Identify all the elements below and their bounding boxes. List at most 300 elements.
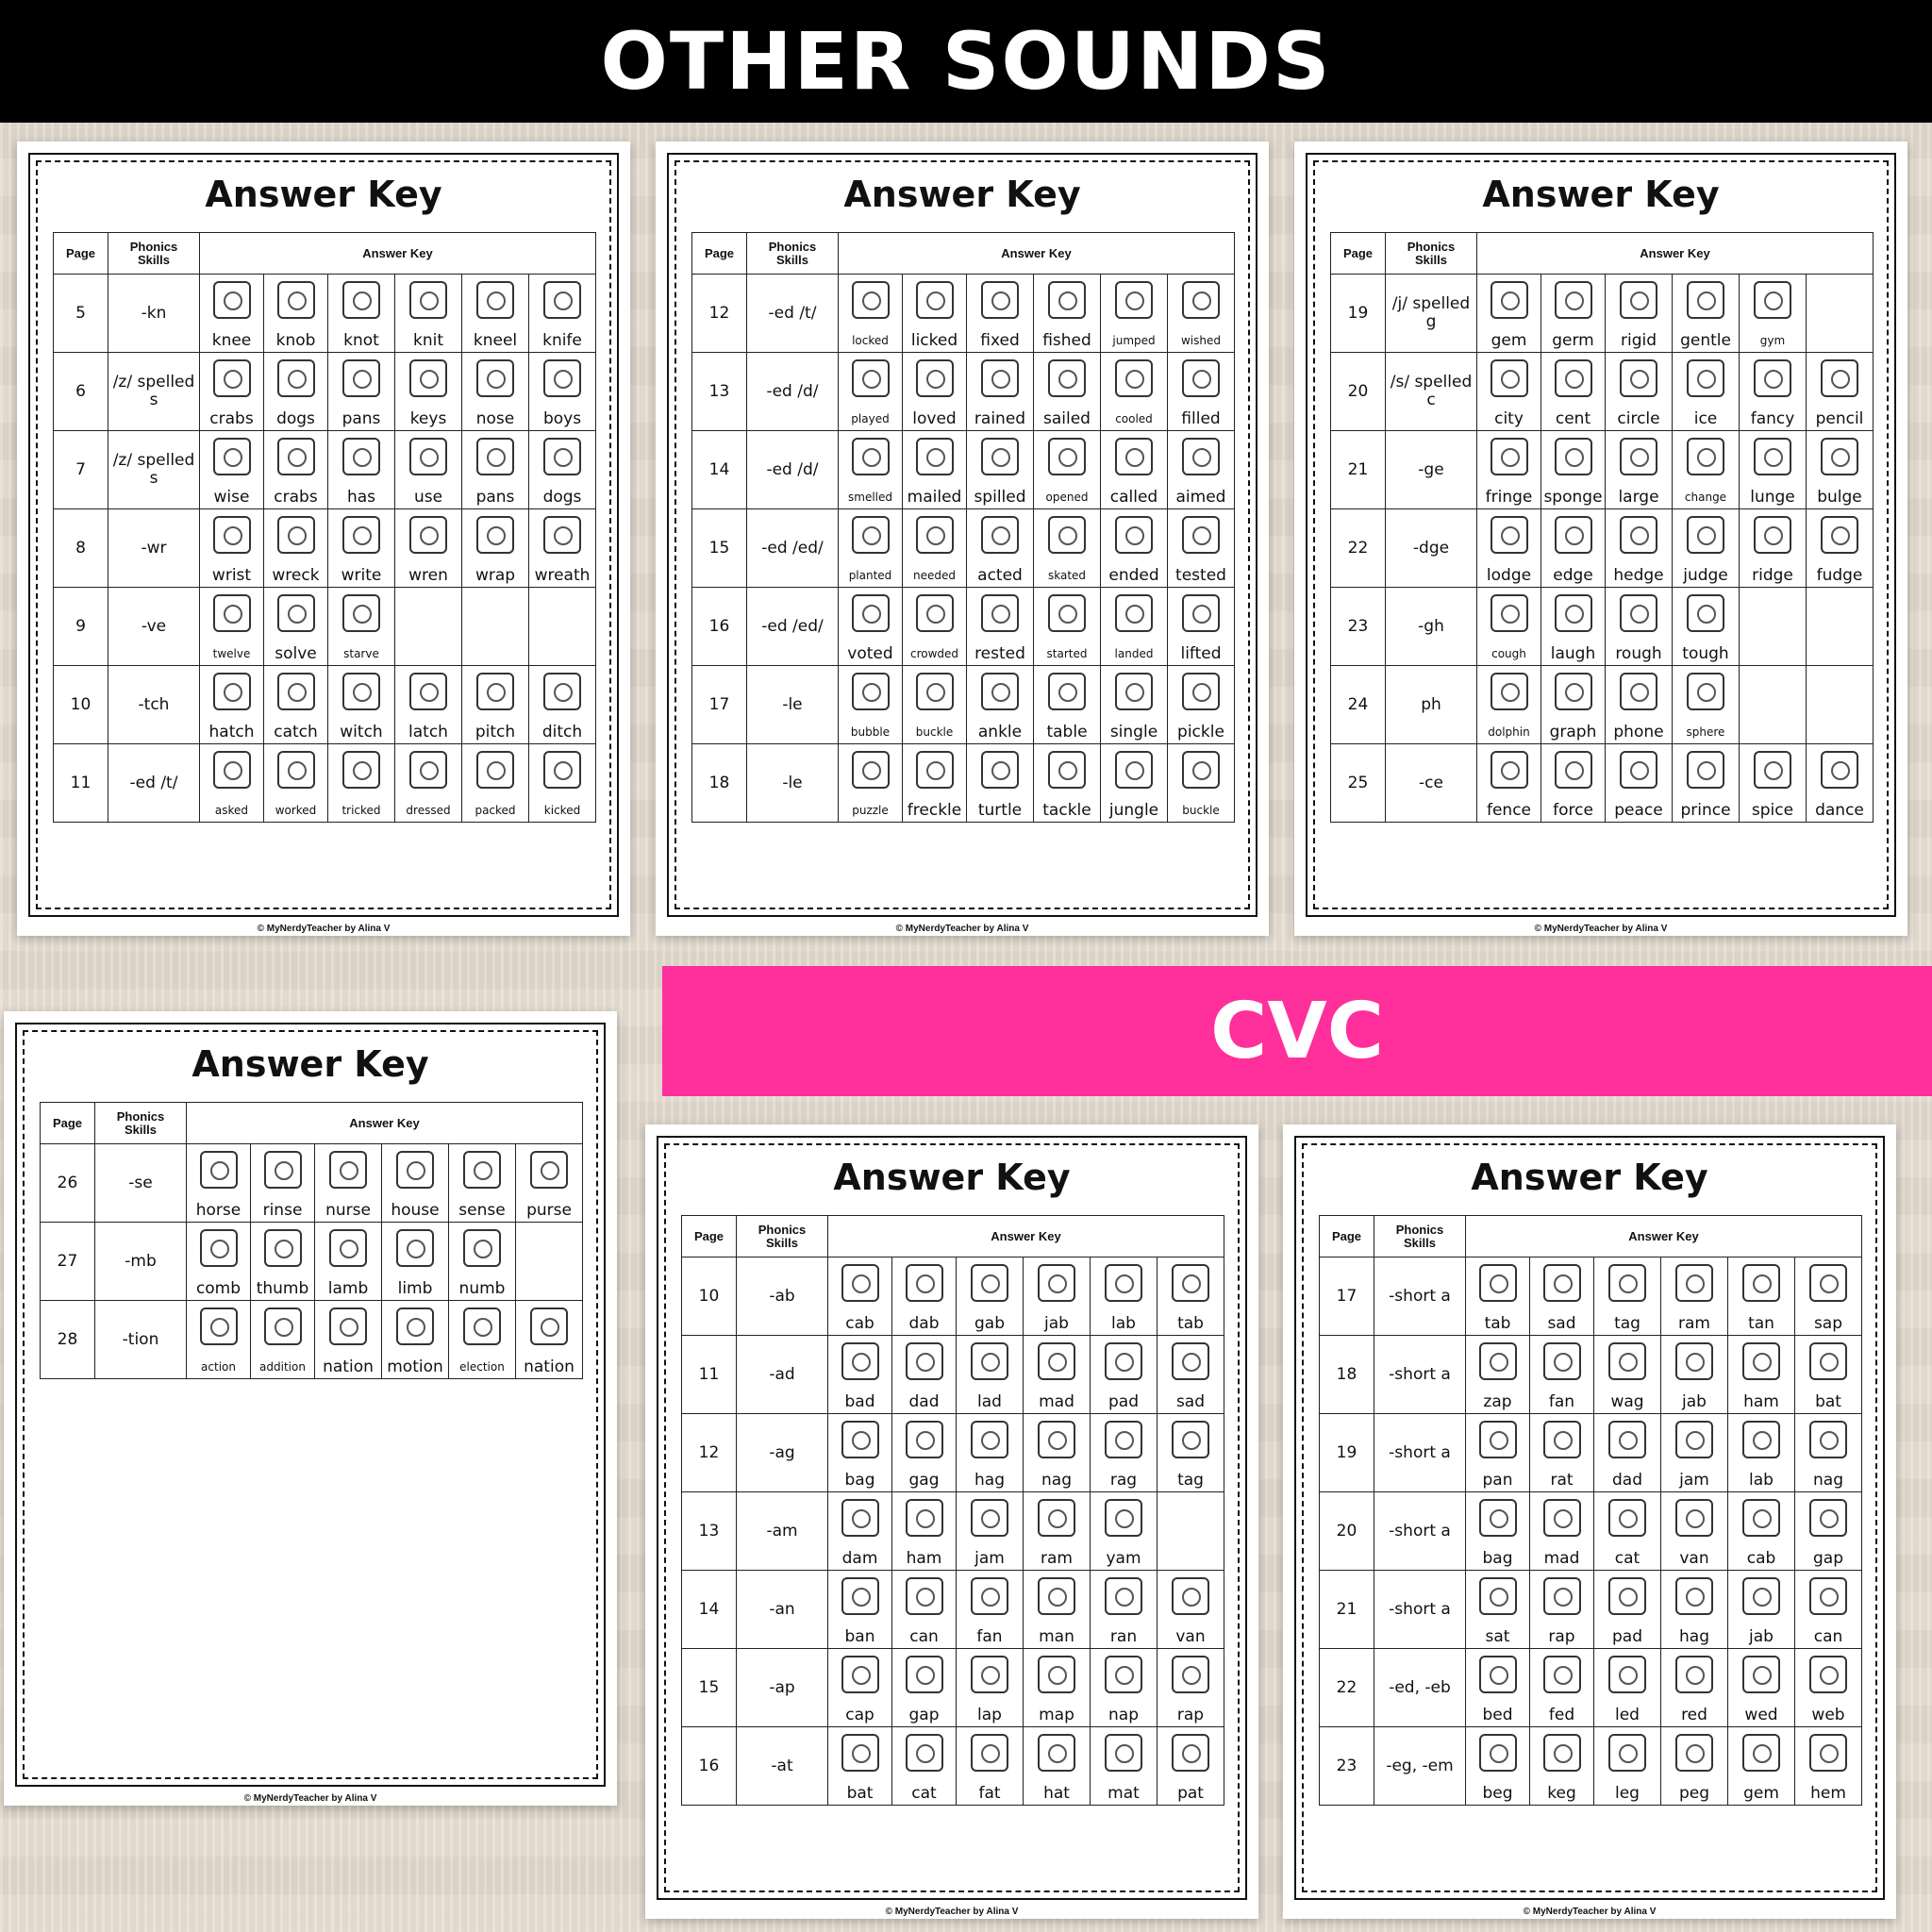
skills-header-line2: Skills — [125, 1122, 157, 1137]
answer-word: fed — [1530, 1704, 1594, 1727]
answer-word: bat — [1795, 1391, 1862, 1414]
picture-icon — [1115, 594, 1153, 632]
picture-cell — [264, 588, 328, 643]
answer-word: judge — [1673, 564, 1740, 588]
picture-cell — [1168, 431, 1235, 487]
picture-icon — [1172, 1421, 1209, 1458]
skills-header-line2: Skills — [776, 252, 808, 267]
picture-cell — [1168, 509, 1235, 565]
answer-word: puzzle — [839, 799, 903, 823]
picture-cell — [903, 275, 967, 330]
picture-icon — [1687, 594, 1724, 632]
skills-header — [95, 1103, 187, 1144]
page-number: 20 — [1331, 353, 1386, 431]
answer-word: cap — [828, 1704, 892, 1727]
picture-icon — [1809, 1734, 1847, 1772]
picture-cell — [1606, 275, 1673, 330]
phonics-skill: -mb — [95, 1223, 187, 1301]
skills-header — [747, 233, 839, 275]
picture-cell — [1158, 1571, 1224, 1626]
picture-cell — [462, 509, 529, 565]
answer-word: hem — [1795, 1782, 1862, 1806]
picture-icon — [1105, 1734, 1142, 1772]
answer-word: mailed — [903, 486, 967, 509]
picture-cell — [1466, 1571, 1530, 1626]
picture-icon — [852, 594, 890, 632]
answer-word: sat — [1466, 1625, 1530, 1649]
picture-icon — [906, 1499, 943, 1537]
answer-word: wag — [1594, 1391, 1661, 1414]
answer-word: can — [1795, 1625, 1862, 1649]
picture-icon — [1491, 594, 1528, 632]
phonics-skill: -dge — [1386, 509, 1477, 588]
picture-icon — [1754, 281, 1791, 319]
picture-cell — [1606, 431, 1673, 487]
answer-word: lap — [957, 1704, 1024, 1727]
answer-word: fan — [1530, 1391, 1594, 1414]
picture-cell — [1477, 275, 1541, 330]
answer-word: lodge — [1477, 564, 1541, 588]
sheet-footer: © MyNerdyTeacher by Alina V — [243, 1793, 377, 1804]
picture-cell — [1530, 1257, 1594, 1313]
picture-cell — [187, 1223, 251, 1278]
answer-word: van — [1661, 1547, 1728, 1571]
picture-icon — [981, 594, 1019, 632]
answer-word: city — [1477, 408, 1541, 431]
picture-cell — [1661, 1492, 1728, 1548]
answer-word: buckle — [903, 721, 967, 744]
answer-word: wrap — [462, 564, 529, 588]
answer-word: licked — [903, 329, 967, 353]
page-number: 11 — [54, 744, 108, 823]
answer-word: germ — [1541, 329, 1606, 353]
picture-cell — [1661, 1336, 1728, 1391]
answer-word: turtle — [967, 799, 1034, 823]
answer-word — [1807, 721, 1874, 744]
picture-cell — [516, 1144, 583, 1200]
table-row — [1320, 1727, 1862, 1783]
picture-icon — [543, 438, 581, 475]
picture-cell — [1477, 353, 1541, 408]
picture-cell — [828, 1649, 892, 1705]
answer-word: ankle — [967, 721, 1034, 744]
answer-word: sailed — [1034, 408, 1101, 431]
answer-header: Answer Key — [839, 233, 1235, 275]
answer-word: rap — [1530, 1625, 1594, 1649]
picture-icon — [1620, 673, 1657, 710]
picture-icon — [1675, 1499, 1713, 1537]
answer-word: wreath — [529, 564, 596, 588]
phonics-skill: -ed /t/ — [747, 275, 839, 353]
answer-word — [395, 642, 462, 666]
picture-icon — [916, 673, 954, 710]
picture-cell — [1795, 1727, 1862, 1783]
picture-cell — [328, 666, 395, 722]
phonics-skill: -le — [747, 744, 839, 823]
answer-word: action — [187, 1356, 251, 1379]
page-number: 24 — [1331, 666, 1386, 744]
answer-word: knot — [328, 329, 395, 353]
picture-icon — [1555, 359, 1592, 397]
page-number: 11 — [682, 1336, 737, 1414]
picture-icon — [1620, 281, 1657, 319]
page-number: 22 — [1320, 1649, 1374, 1727]
picture-cell — [839, 509, 903, 565]
page-number: 25 — [1331, 744, 1386, 823]
answer-word: tag — [1158, 1469, 1224, 1492]
picture-cell — [1740, 744, 1807, 800]
picture-cell — [1740, 588, 1807, 643]
picture-cell — [1091, 1492, 1158, 1548]
picture-cell — [892, 1336, 957, 1391]
answer-word: rained — [967, 408, 1034, 431]
page-number: 23 — [1320, 1727, 1374, 1806]
answer-word: lamb — [315, 1277, 382, 1301]
answer-word: circle — [1606, 408, 1673, 431]
answer-word: kneel — [462, 329, 529, 353]
picture-cell — [462, 744, 529, 800]
picture-cell — [828, 1414, 892, 1470]
picture-icon — [981, 516, 1019, 554]
picture-icon — [1115, 751, 1153, 789]
picture-cell — [1594, 1649, 1661, 1705]
answer-header: Answer Key — [1477, 233, 1874, 275]
picture-icon — [200, 1151, 238, 1189]
picture-icon — [277, 438, 315, 475]
picture-cell — [1594, 1336, 1661, 1391]
picture-icon — [1675, 1264, 1713, 1302]
picture-icon — [1620, 751, 1657, 789]
picture-cell — [1466, 1649, 1530, 1705]
cvc-banner: CVC — [662, 966, 1932, 1096]
picture-cell — [395, 275, 462, 330]
picture-cell — [1168, 588, 1235, 643]
picture-cell — [1728, 1336, 1795, 1391]
answer-word: ran — [1091, 1625, 1158, 1649]
answer-word: rag — [1091, 1469, 1158, 1492]
page-number: 26 — [41, 1144, 95, 1223]
picture-cell — [395, 666, 462, 722]
picture-icon — [213, 516, 251, 554]
picture-cell — [1034, 431, 1101, 487]
answer-word: smelled — [839, 486, 903, 509]
phonics-skill: -short a — [1374, 1336, 1466, 1414]
picture-cell — [1024, 1257, 1091, 1313]
picture-cell — [1673, 666, 1740, 722]
picture-icon — [1105, 1342, 1142, 1380]
answer-word: solve — [264, 642, 328, 666]
picture-cell — [967, 275, 1034, 330]
sheet-title: Answer Key — [192, 1043, 429, 1085]
picture-cell — [957, 1649, 1024, 1705]
answer-word: bad — [828, 1391, 892, 1414]
picture-cell — [449, 1144, 516, 1200]
page-number: 16 — [692, 588, 747, 666]
picture-cell — [1740, 666, 1807, 722]
picture-cell — [529, 509, 596, 565]
answer-word: witch — [328, 721, 395, 744]
picture-cell — [200, 666, 264, 722]
answer-word: pencil — [1807, 408, 1874, 431]
picture-cell — [1541, 509, 1606, 565]
answer-word: gap — [1795, 1547, 1862, 1571]
answer-word: fished — [1034, 329, 1101, 353]
page-number: 12 — [692, 275, 747, 353]
picture-cell — [462, 275, 529, 330]
picture-cell — [1594, 1257, 1661, 1313]
answer-word: filled — [1168, 408, 1235, 431]
picture-cell — [839, 744, 903, 800]
phonics-skill: -eg, -em — [1374, 1727, 1466, 1806]
picture-cell — [1091, 1727, 1158, 1783]
picture-cell — [264, 666, 328, 722]
picture-cell — [529, 744, 596, 800]
answer-word: needed — [903, 564, 967, 588]
picture-cell — [903, 353, 967, 408]
page-number: 21 — [1331, 431, 1386, 509]
picture-icon — [329, 1229, 367, 1267]
answer-word: dab — [892, 1312, 957, 1336]
picture-icon — [1620, 594, 1657, 632]
picture-icon — [1182, 438, 1220, 475]
picture-cell — [1477, 431, 1541, 487]
page-header: Page — [1320, 1216, 1374, 1257]
picture-icon — [1182, 594, 1220, 632]
answer-word: mad — [1530, 1547, 1594, 1571]
picture-cell — [892, 1492, 957, 1548]
phonics-skill: -ap — [737, 1649, 828, 1727]
picture-cell — [967, 431, 1034, 487]
skills-header-line1: Phonics — [1395, 1222, 1444, 1237]
phonics-skill: -gh — [1386, 588, 1477, 666]
picture-cell — [1034, 588, 1101, 643]
answer-word — [1740, 642, 1807, 666]
picture-icon — [264, 1307, 302, 1345]
picture-cell — [1661, 1414, 1728, 1470]
picture-cell — [328, 275, 395, 330]
picture-cell — [839, 666, 903, 722]
picture-icon — [1038, 1342, 1075, 1380]
answer-word: bat — [828, 1782, 892, 1806]
picture-icon — [841, 1734, 879, 1772]
picture-icon — [971, 1342, 1008, 1380]
answer-word: tackle — [1034, 799, 1101, 823]
answer-key-sheet — [1283, 1124, 1896, 1919]
picture-cell — [529, 666, 596, 722]
picture-cell — [328, 353, 395, 408]
answer-word: pitch — [462, 721, 529, 744]
answer-word: graph — [1541, 721, 1606, 744]
picture-icon — [1821, 516, 1858, 554]
page-header: Page — [41, 1103, 95, 1144]
answer-word: phone — [1606, 721, 1673, 744]
picture-icon — [1182, 281, 1220, 319]
answer-word: sponge — [1541, 486, 1606, 509]
phonics-skill: -tion — [95, 1301, 187, 1379]
picture-icon — [1809, 1577, 1847, 1615]
page-number: 16 — [682, 1727, 737, 1806]
answer-word: hag — [957, 1469, 1024, 1492]
picture-icon — [852, 673, 890, 710]
answer-word: catch — [264, 721, 328, 744]
answer-word: wren — [395, 564, 462, 588]
answer-word: opened — [1034, 486, 1101, 509]
picture-icon — [1182, 751, 1220, 789]
table-row — [692, 509, 1235, 565]
picture-icon — [1038, 1734, 1075, 1772]
answer-word: wrist — [200, 564, 264, 588]
answer-word: latch — [395, 721, 462, 744]
picture-icon — [1754, 438, 1791, 475]
skills-header-line2: Skills — [1404, 1235, 1436, 1250]
answer-word — [1740, 721, 1807, 744]
picture-cell — [1673, 353, 1740, 408]
picture-icon — [543, 751, 581, 789]
phonics-skill: -short a — [1374, 1492, 1466, 1571]
picture-icon — [916, 438, 954, 475]
picture-icon — [841, 1264, 879, 1302]
answer-word: jam — [1661, 1469, 1728, 1492]
picture-cell — [839, 275, 903, 330]
picture-cell — [1541, 431, 1606, 487]
sheet-title: Answer Key — [205, 174, 442, 215]
picture-cell — [1101, 509, 1168, 565]
picture-cell — [1168, 666, 1235, 722]
picture-icon — [1115, 673, 1153, 710]
answer-key-sheet — [17, 142, 630, 936]
picture-icon — [1479, 1342, 1517, 1380]
answer-word: pat — [1158, 1782, 1224, 1806]
picture-cell — [382, 1144, 449, 1200]
picture-icon — [1620, 438, 1657, 475]
picture-icon — [1620, 516, 1657, 554]
answer-word: crowded — [903, 642, 967, 666]
picture-icon — [1543, 1421, 1581, 1458]
picture-cell — [1606, 744, 1673, 800]
answer-word: laugh — [1541, 642, 1606, 666]
answer-word: tag — [1594, 1312, 1661, 1336]
picture-icon — [1687, 751, 1724, 789]
picture-icon — [1675, 1656, 1713, 1693]
picture-cell — [892, 1649, 957, 1705]
picture-icon — [1105, 1656, 1142, 1693]
picture-icon — [1491, 516, 1528, 554]
picture-icon — [1687, 359, 1724, 397]
answer-word: wreck — [264, 564, 328, 588]
picture-cell — [1795, 1649, 1862, 1705]
picture-cell — [1034, 666, 1101, 722]
picture-cell — [1728, 1727, 1795, 1783]
picture-cell — [1101, 666, 1168, 722]
answer-word: write — [328, 564, 395, 588]
picture-icon — [1555, 751, 1592, 789]
picture-cell — [828, 1336, 892, 1391]
picture-icon — [342, 281, 380, 319]
picture-icon — [1543, 1499, 1581, 1537]
picture-icon — [906, 1264, 943, 1302]
page-number: 23 — [1331, 588, 1386, 666]
picture-icon — [1105, 1421, 1142, 1458]
answer-word: has — [328, 486, 395, 509]
picture-cell — [1728, 1257, 1795, 1313]
answer-word: peace — [1606, 799, 1673, 823]
table-row — [41, 1301, 583, 1357]
picture-icon — [852, 281, 890, 319]
picture-cell — [1606, 509, 1673, 565]
picture-cell — [1594, 1492, 1661, 1548]
picture-icon — [1742, 1421, 1780, 1458]
picture-cell — [1034, 275, 1101, 330]
picture-cell — [828, 1571, 892, 1626]
picture-icon — [981, 281, 1019, 319]
answer-word: map — [1024, 1704, 1091, 1727]
picture-icon — [213, 594, 251, 632]
answer-header: Answer Key — [187, 1103, 583, 1144]
picture-cell — [315, 1301, 382, 1357]
picture-icon — [1555, 594, 1592, 632]
picture-cell — [1024, 1414, 1091, 1470]
picture-icon — [981, 751, 1019, 789]
picture-icon — [1543, 1734, 1581, 1772]
picture-icon — [1608, 1577, 1646, 1615]
answer-word: pan — [1466, 1469, 1530, 1492]
answer-word: edge — [1541, 564, 1606, 588]
picture-cell — [395, 431, 462, 487]
picture-cell — [892, 1571, 957, 1626]
answer-word: called — [1101, 486, 1168, 509]
picture-cell — [1034, 353, 1101, 408]
picture-icon — [1809, 1499, 1847, 1537]
answer-word: fancy — [1740, 408, 1807, 431]
picture-cell — [1594, 1414, 1661, 1470]
answer-word: starve — [328, 642, 395, 666]
answer-word: sap — [1795, 1312, 1862, 1336]
picture-icon — [476, 751, 514, 789]
picture-icon — [1038, 1499, 1075, 1537]
answer-word: single — [1101, 721, 1168, 744]
picture-icon — [1608, 1421, 1646, 1458]
picture-cell — [1795, 1257, 1862, 1313]
picture-icon — [277, 516, 315, 554]
picture-icon — [342, 516, 380, 554]
picture-icon — [543, 516, 581, 554]
answer-word: gem — [1728, 1782, 1795, 1806]
picture-cell — [1673, 431, 1740, 487]
picture-icon — [1809, 1421, 1847, 1458]
picture-icon — [1687, 438, 1724, 475]
picture-cell — [1606, 353, 1673, 408]
picture-icon — [981, 359, 1019, 397]
picture-icon — [841, 1656, 879, 1693]
picture-cell — [529, 431, 596, 487]
picture-cell — [1024, 1571, 1091, 1626]
picture-icon — [329, 1307, 367, 1345]
phonics-skill: -ab — [737, 1257, 828, 1336]
answer-word: aimed — [1168, 486, 1235, 509]
picture-cell — [1024, 1727, 1091, 1783]
table-row — [692, 588, 1235, 643]
picture-icon — [1479, 1656, 1517, 1693]
answer-word: nation — [516, 1356, 583, 1379]
picture-cell — [828, 1492, 892, 1548]
picture-icon — [1115, 281, 1153, 319]
picture-cell — [1466, 1727, 1530, 1783]
picture-icon — [409, 359, 447, 397]
picture-icon — [213, 673, 251, 710]
answer-word: ham — [1728, 1391, 1795, 1414]
picture-icon — [1555, 673, 1592, 710]
picture-cell — [1158, 1336, 1224, 1391]
